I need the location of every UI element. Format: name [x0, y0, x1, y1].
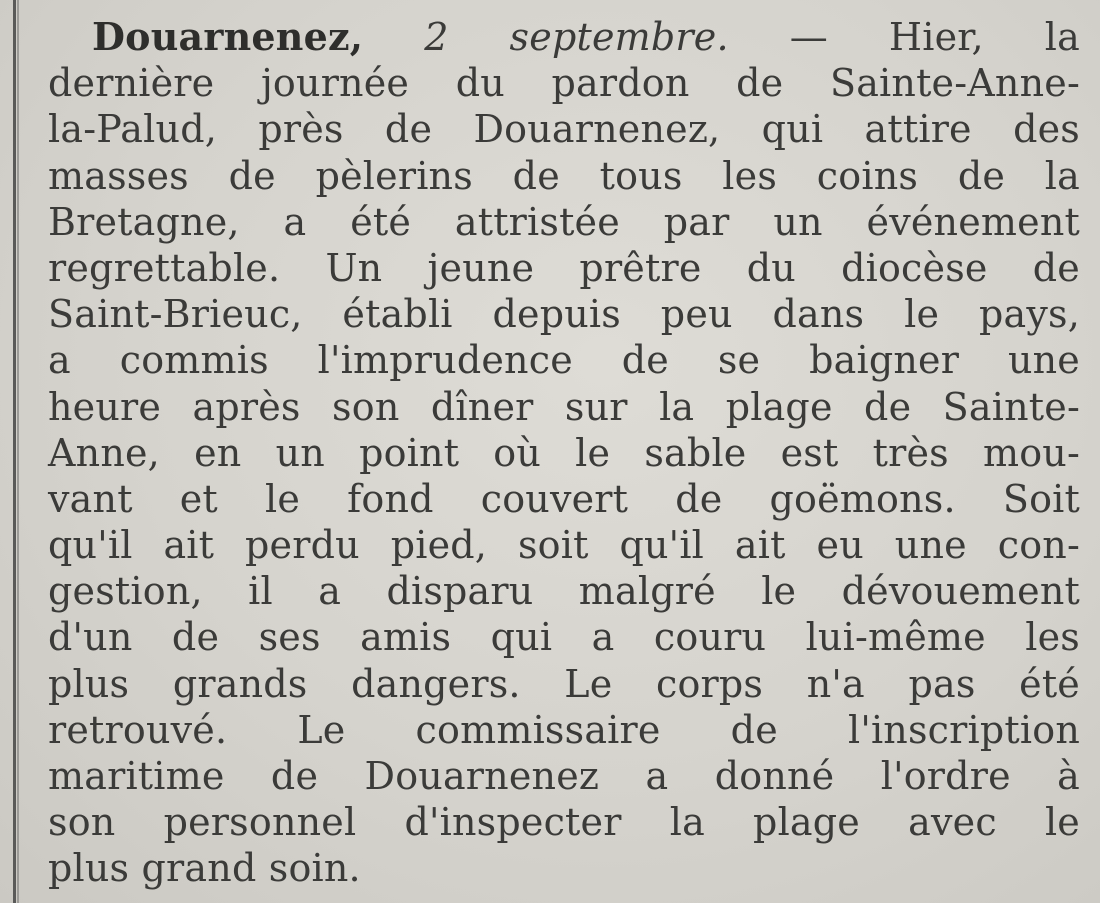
article-line: heure après son dîner sur la plage de Sainte-	[48, 384, 1080, 429]
news-article	[48, 14, 1080, 892]
article-line: plus grands dangers. Le corps n'a pas été	[48, 661, 1080, 706]
article-line: dernière journée du pardon de Sainte-Anne-	[48, 61, 1080, 106]
article-line: Bretagne, a été attristée par un événement	[48, 199, 1080, 244]
article-line: vant et le fond couvert de goëmons. Soit	[48, 476, 1080, 521]
article-line: Saint-Brieuc, établi depuis peu dans le pays,	[48, 292, 1080, 337]
article-line: la-Palud, près de Douarnenez, qui attire des	[48, 107, 1080, 152]
column-rule	[13, 0, 16, 903]
article-line: masses de pèlerins de tous les coins de la	[48, 153, 1080, 198]
article-line: regrettable. Un jeune prêtre du diocèse de	[48, 245, 1080, 290]
article-line: d'un de ses amis qui a couru lui-même les	[48, 615, 1080, 660]
article-line: qu'il ait perdu pied, soit qu'il ait eu une con-	[48, 523, 1080, 568]
column-rule-shadow	[17, 0, 19, 903]
article-line: maritime de Douarnenez a donné l'ordre à	[48, 754, 1080, 798]
article-line: gestion, il a disparu malgré le dévouement	[48, 569, 1080, 614]
article-line: son personnel d'inspecter la plage avec le	[48, 800, 1080, 845]
article-line: a commis l'imprudence de se baigner une	[48, 338, 1080, 383]
dateline-lead: — Hier, la	[789, 15, 1080, 59]
article-line: retrouvé. Le commissaire de l'inscription	[48, 707, 1080, 752]
article-line-last: plus grand soin.	[48, 846, 361, 891]
dateline-date: 2 septembre.	[424, 15, 729, 59]
dateline-place: Douarnenez,	[92, 14, 364, 59]
article-line: Anne, en un point où le sable est très mou-	[48, 430, 1080, 475]
article-line-dateline	[48, 14, 1080, 60]
